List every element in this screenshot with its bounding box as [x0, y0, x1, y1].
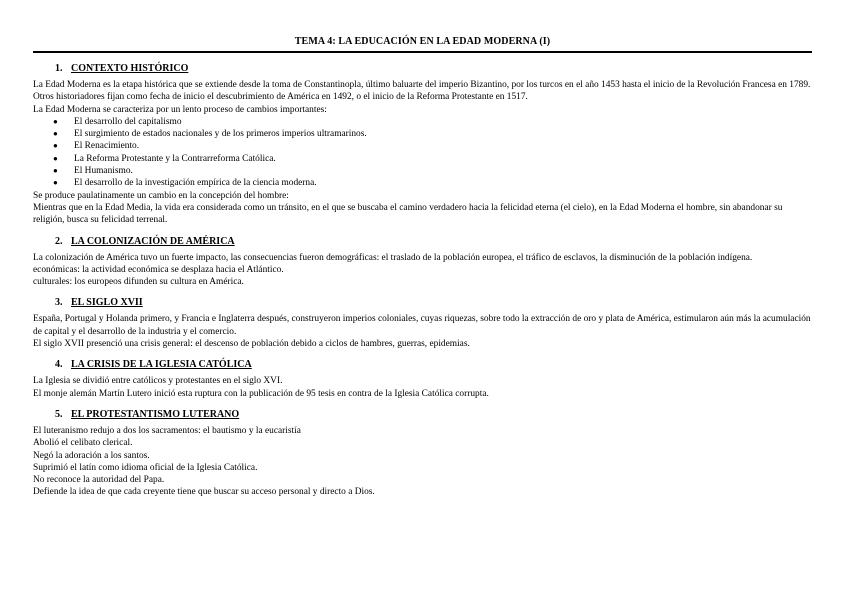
- paragraph: El siglo XVII presenció una crisis general: el descenso de población debido a ciclos de hambres, guerras, epidemias.: [33, 339, 470, 350]
- bullet-icon: ●: [53, 153, 58, 163]
- list-item: [53, 165, 812, 177]
- section-title: EL SIGLO XVII: [71, 297, 143, 309]
- bullet-icon: ●: [53, 178, 58, 188]
- section-siglo-xvii: [33, 297, 812, 350]
- section-title: LA COLONIZACIÓN DE AMÉRICA: [71, 235, 235, 247]
- section-protestantismo-luterano: [33, 409, 812, 499]
- bullet-icon: ●: [53, 129, 58, 139]
- paragraph: La Edad Moderna se caracteriza por un lento proceso de cambios importantes:: [33, 104, 327, 115]
- list-item-text: El Renacimiento.: [74, 141, 140, 152]
- paragraph: Abolió el celibato clerical.: [33, 438, 133, 449]
- title-rule: [33, 51, 812, 53]
- list-item: [53, 140, 812, 152]
- list-item-text: La Reforma Protestante y la Contrarreforma Católica.: [74, 153, 276, 164]
- paragraph: La colonización de América tuvo un fuerte impacto, las consecuencias fueron demográficas: el traslado de la población europea, el tráfico de esclavos, la disminución de la población indígena.: [33, 252, 753, 263]
- section-title: CONTEXTO HISTÓRICO: [71, 63, 189, 74]
- paragraph: Negó la adoración a los santos.: [33, 450, 150, 461]
- bullet-list: [33, 116, 812, 190]
- paragraph: Otros historiadores fijan como fecha de inicio el descubrimiento de América en 1492, o el inicio de la Reforma Protestante en 1517.: [33, 92, 528, 103]
- bullet-icon: ●: [53, 141, 58, 151]
- list-item-text: El desarrollo del capitalismo: [74, 116, 182, 127]
- paragraph: El luteranismo redujo a dos los sacramentos: el bautismo y la eucaristía: [33, 425, 301, 436]
- section-number: 5.: [55, 408, 63, 420]
- list-item: [53, 116, 812, 128]
- paragraph: España, Portugal y Holanda primero, y Francia e Inglaterra después, construyeron imperios coloniales, cuyas riquezas, sobre todo la extracción de oro y plata de América, estimularon aún más la acumulación de capital y el desarrollo de la industria y el comercio.: [33, 314, 811, 337]
- paragraph: La Edad Moderna es la etapa histórica que se extiende desde la toma de Constantinopla, último baluarte del imperio Bizantino, por los turcos en el año 1453 hasta el inicio de la Revolución Francesa en 1789.: [33, 80, 811, 90]
- list-item-text: El surgimiento de estados nacionales y de los primeros imperios ultramarinos.: [74, 129, 367, 140]
- paragraph: culturales: los europeos difunden su cultura en América.: [33, 277, 244, 288]
- paragraph: No reconoce la autoridad del Papa.: [33, 475, 165, 486]
- bullet-icon: ●: [53, 116, 58, 126]
- list-item-text: El Humanismo.: [74, 166, 133, 177]
- section-heading: [55, 63, 812, 74]
- section-number: 2.: [55, 235, 63, 247]
- section-number: 1.: [55, 63, 63, 74]
- section-heading: [55, 409, 812, 420]
- section-heading: [55, 297, 812, 308]
- list-item: [53, 128, 812, 140]
- paragraph: Suprimió el latín como idioma oficial de la Iglesia Católica.: [33, 462, 258, 473]
- section-title: LA CRISIS DE LA IGLESIA CATÓLICA: [71, 359, 252, 371]
- paragraph: La Iglesia se dividió entre católicos y protestantes en el siglo XVI.: [33, 376, 283, 387]
- bullet-icon: ●: [53, 166, 58, 176]
- section-colonizacion-america: [33, 236, 812, 289]
- section-number: 3.: [55, 297, 63, 309]
- section-number: 4.: [55, 359, 63, 371]
- document-title: TEMA 4: LA EDUCACIÓN EN LA EDAD MODERNA (I): [294, 36, 551, 47]
- section-title: EL PROTESTANTISMO LUTERANO: [71, 408, 240, 420]
- paragraph: El monje alemán Martín Lutero inició esta ruptura con la publicación de 95 tesis en contra de la Iglesia Católica corrupta.: [33, 388, 489, 399]
- list-item: [53, 177, 812, 189]
- paragraph: Se produce paulatinamente un cambio en la concepción del hombre:: [33, 190, 289, 201]
- paragraph: Mientras que en la Edad Media, la vida era considerada como un tránsito, en el que se buscaba el camino verdadero hacia la felicidad eterna (el cielo), en la Edad Moderna el hombre, sin abandonar su religión, busca su felicidad terrenal.: [33, 202, 783, 226]
- list-item: [53, 153, 812, 165]
- list-item-text: El desarrollo de la investigación empírica de la ciencia moderna.: [74, 178, 317, 189]
- paragraph: económicas: la actividad económica se desplaza hacia el Atlántico.: [33, 264, 284, 275]
- paragraph: Defiende la idea de que cada creyente tiene que buscar su acceso personal y directo a Dios.: [33, 487, 375, 498]
- section-crisis-iglesia: [33, 359, 812, 400]
- section-contexto-historico: [33, 63, 812, 227]
- section-heading: [55, 236, 812, 247]
- section-heading: [55, 359, 812, 370]
